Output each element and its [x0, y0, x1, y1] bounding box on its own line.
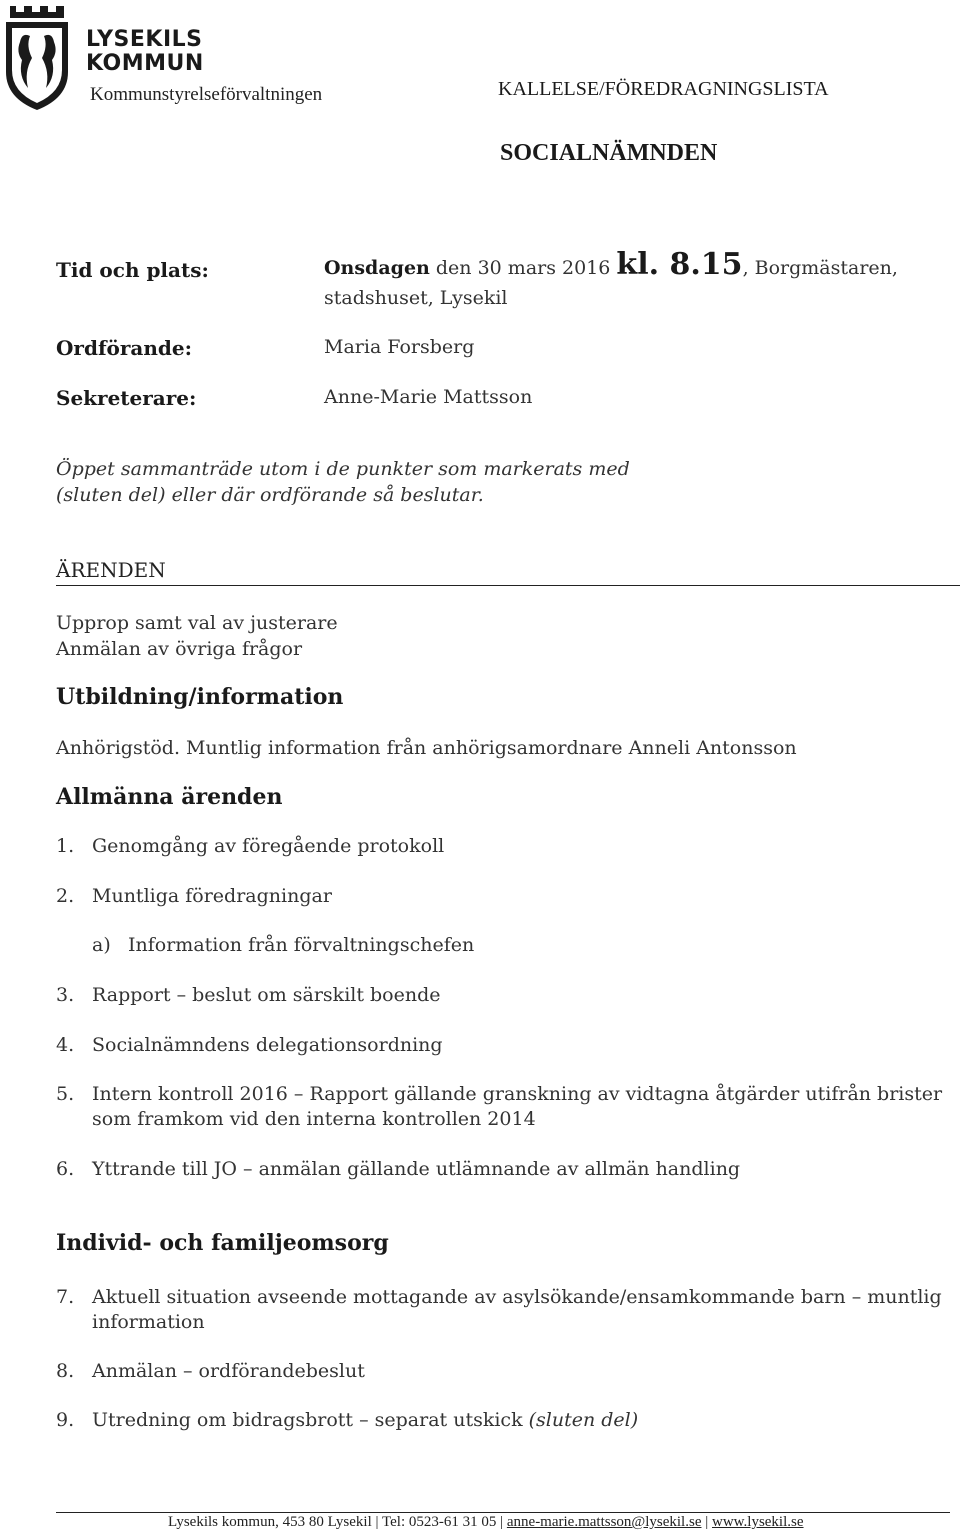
footer-email-link[interactable]: anne-marie.mattsson@lysekil.se: [506, 1514, 702, 1530]
arenden-heading: ÄRENDEN: [56, 558, 166, 582]
footer-web-link[interactable]: www.lysekil.se: [712, 1514, 804, 1530]
agenda-item: 1. Genomgång av föregående protokoll: [56, 835, 445, 857]
section-utbildning: Utbildning/information: [56, 684, 344, 710]
agenda-item: 9. Utredning om bidragsbrott – separat utskick (sluten del): [56, 1409, 639, 1431]
meeting-time: kl. 8.15: [616, 247, 743, 282]
agenda-item: 8. Anmälan – ordförandebeslut: [56, 1360, 365, 1382]
arenden-divider: [56, 585, 960, 586]
meeting-date: den 30 mars 2016: [429, 257, 617, 279]
intro-item: Upprop samt val av justerare: [56, 612, 338, 634]
secretary-value: Anne-Marie Mattsson: [324, 386, 533, 408]
agenda-item: 4. Socialnämndens delegationsordning: [56, 1034, 443, 1056]
closed-session-marker: (sluten del): [528, 1409, 639, 1431]
department-name: Kommunstyrelseförvaltningen: [90, 84, 323, 105]
meeting-day: Onsdagen: [324, 257, 430, 279]
logo-wordmark: LYSEKILS KOMMUN: [86, 27, 204, 76]
agenda-item: 6. Yttrande till JO – anmälan gällande utlämnande av allmän handling: [56, 1158, 741, 1180]
board-title: SOCIALNÄMNDEN: [500, 140, 718, 166]
utbildning-text: Anhörigstöd. Muntlig information från anhörigsamordnare Anneli Antonsson: [56, 737, 797, 759]
footer-phone: Tel: 0523-61 31 05: [382, 1514, 497, 1530]
secretary-label: Sekreterare:: [56, 386, 197, 410]
chair-value: Maria Forsberg: [324, 336, 475, 358]
intro-item: Anmälan av övriga frågor: [56, 638, 303, 660]
crest-icon: [2, 2, 74, 114]
footer: Lysekils kommun, 453 80 Lysekil | Tel: 0523-61 31 05 | anne-marie.mattsson@lysekil.se | www.lysekil.se: [168, 1514, 804, 1530]
agenda-item: 5. Intern kontroll 2016 – Rapport gällande granskning av vidtagna åtgärder utifrån brister som framkom vid den interna kontrollen 2014: [56, 1083, 943, 1130]
meeting-place: , Borgmästaren,: [742, 257, 898, 279]
meeting-note: Öppet sammanträde utom i de punkter som markerats med (sluten del) eller där ordförande så beslutar.: [56, 458, 630, 506]
footer-divider: [56, 1512, 950, 1513]
footer-address: Lysekils kommun, 453 80 Lysekil: [168, 1514, 372, 1530]
meeting-place-line2: stadshuset, Lysekil: [324, 287, 508, 309]
intro-list: [56, 610, 338, 662]
agenda-subitem: a) Information från förvaltningschefen: [92, 934, 475, 956]
section-individ: Individ- och familjeomsorg: [56, 1230, 389, 1256]
document-type: KALLELSE/FÖREDRAGNINGSLISTA: [498, 78, 829, 100]
time-place-label: Tid och plats:: [56, 258, 209, 282]
time-place-value: [324, 247, 944, 282]
agenda-item: 7. Aktuell situation avseende mottagande av asylsökande/ensamkommande barn – muntlig information: [56, 1286, 942, 1333]
section-allmanna: Allmänna ärenden: [56, 784, 283, 810]
chair-label: Ordförande:: [56, 336, 193, 360]
agenda-item: 3. Rapport – beslut om särskilt boende: [56, 984, 441, 1006]
agenda-item: 2. Muntliga föredragningar: [56, 885, 332, 907]
